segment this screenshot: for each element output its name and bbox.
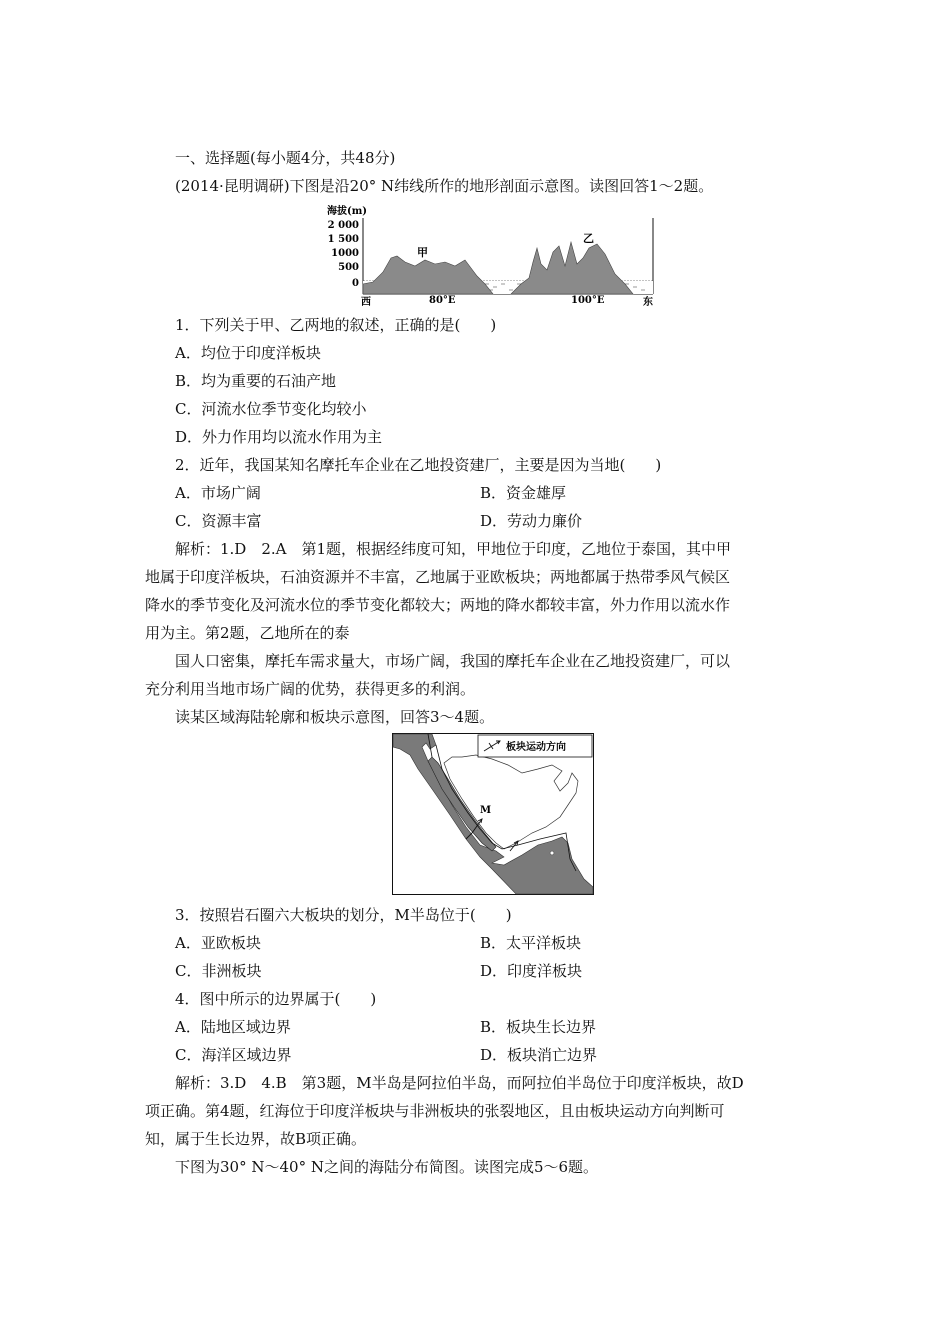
xtick-80e: 80°E <box>429 295 456 306</box>
analysis-2-line-1: 解析：3.D 4.B 第3题，M半岛是阿拉伯半岛，而阿拉伯半岛位于印度洋板块，故D <box>175 1074 744 1092</box>
q3-option-a: A．亚欧板块 <box>175 934 261 952</box>
q2-option-b: B．资金雄厚 <box>480 484 567 502</box>
q4-option-d: D．板块消亡边界 <box>480 1046 598 1064</box>
q4-option-c: C．海洋区域边界 <box>175 1046 292 1064</box>
section-title: 一、选择题(每小题4分，共48分) <box>175 149 396 167</box>
ytick-2000: 2 000 <box>327 220 359 231</box>
plate-map-figure <box>392 733 594 899</box>
small-island <box>550 851 554 855</box>
label-yi: 乙 <box>583 232 594 245</box>
q4-option-a: A．陆地区域边界 <box>175 1018 291 1036</box>
q1-option-b: B．均为重要的石油产地 <box>175 372 337 390</box>
analysis-1-line-1: 解析：1.D 2.A 第1题，根据经纬度可知，甲地位于印度，乙地位于泰国，其中甲 <box>175 540 732 558</box>
label-jia: 甲 <box>417 246 428 259</box>
q1-option-a: A．均位于印度洋板块 <box>175 344 321 362</box>
q4-option-b: B．板块生长边界 <box>480 1018 597 1036</box>
q1-stem: 1．下列关于甲、乙两地的叙述，正确的是( ) <box>175 316 497 334</box>
q3-option-c: C．非洲板块 <box>175 962 262 980</box>
analysis-1-line-5: 国人口密集，摩托车需求量大，市场广阔，我国的摩托车企业在乙地投资建厂，可以 <box>175 652 731 670</box>
analysis-1-line-3: 降水的季节变化及河流水位的季节变化都较大；两地的降水都较丰富，外力作用以流水作 <box>145 596 731 614</box>
q2-option-d: D．劳动力廉价 <box>480 512 583 530</box>
analysis-1-line-2: 地属于印度洋板块，石油资源并不丰富，乙地属于亚欧板块；两地都属于热带季风气候区 <box>145 568 731 586</box>
q2-option-a: A．市场广阔 <box>175 484 261 502</box>
analysis-1-line-4: 用为主。第2题，乙地所在的泰 <box>145 624 350 642</box>
label-m: M <box>480 805 492 816</box>
q2-option-c: C．资源丰富 <box>175 512 262 530</box>
terrain-profile-figure <box>325 204 665 312</box>
ytick-1000: 1000 <box>331 248 359 259</box>
map-legend <box>478 735 592 757</box>
q2-stem: 2．近年，我国某知名摩托车企业在乙地投资建厂，主要是因为当地( ) <box>175 456 662 474</box>
xtick-100e: 100°E <box>571 295 605 306</box>
ytick-0: 0 <box>352 278 359 289</box>
terrain-land <box>363 256 493 294</box>
q3-stem: 3．按照岩石圈六大板块的划分，M半岛位于( ) <box>175 906 512 924</box>
analysis-2-line-3: 知，属于生长边界，故B项正确。 <box>145 1130 367 1148</box>
legend-label: 板块运动方向 <box>506 742 566 753</box>
intro-question-5-6: 下图为30° N～40° N之间的海陆分布简图。读图完成5～6题。 <box>175 1158 599 1176</box>
analysis-2-line-2: 项正确。第4题，红海位于印度洋板块与非洲板块的张裂地区，且由板块运动方向判断可 <box>145 1102 725 1120</box>
profile-ylabel: 海拔(m) <box>327 206 368 217</box>
intro-question-1-2: (2014·昆明调研)下图是沿20° N纬线所作的地形剖面示意图。读图回答1～2题。 <box>175 177 714 195</box>
ytick-500: 500 <box>338 262 359 273</box>
q1-option-d: D．外力作用均以流水作用为主 <box>175 428 383 446</box>
q4-stem: 4．图中所示的边界属于( ) <box>175 990 377 1008</box>
label-west: 西 <box>361 297 371 308</box>
q3-option-b: B．太平洋板块 <box>480 934 582 952</box>
label-east: 东 <box>643 297 653 308</box>
q1-option-c: C．河流水位季节变化均较小 <box>175 400 367 418</box>
q3-option-d: D．印度洋板块 <box>480 962 583 980</box>
analysis-1-line-6: 充分利用当地市场广阔的优势，获得更多的利润。 <box>145 680 476 698</box>
ytick-1500: 1 500 <box>327 234 359 245</box>
intro-question-3-4: 读某区域海陆轮廓和板块示意图，回答3～4题。 <box>175 708 495 726</box>
terrain-land-east <box>511 242 633 294</box>
